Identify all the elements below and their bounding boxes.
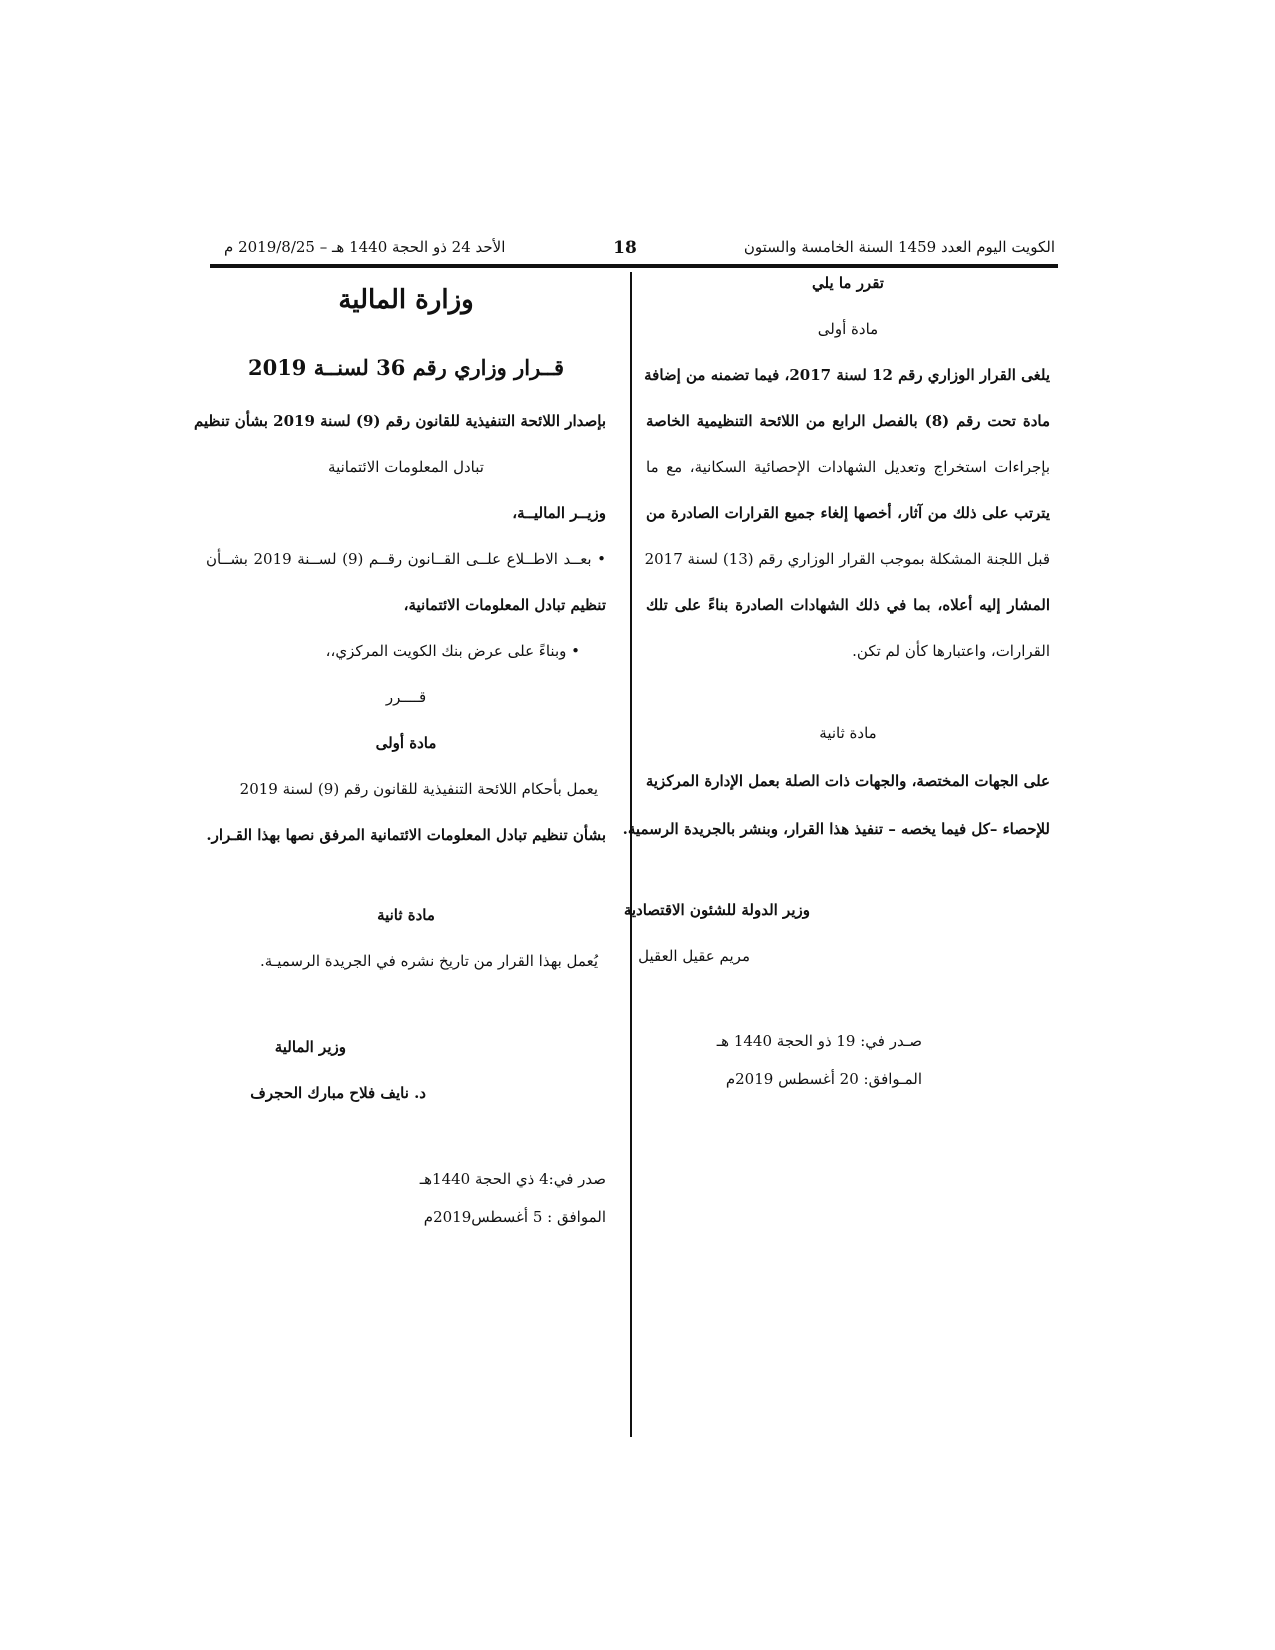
recital-line: • وبناءً على عرض بنك الكويت المركزي،، bbox=[325, 642, 580, 660]
decree-title: قــرار وزاري رقم 36 لسنــة 2019 bbox=[247, 355, 565, 380]
recital-line: تنظيم تبادل المعلومات الائتمانية، bbox=[403, 596, 606, 614]
article-text-line: بإجراءات استخراج وتعديل الشهادات الإحصائية السكانية، مع ما bbox=[646, 458, 1050, 476]
signatory-title: وزير المالية bbox=[274, 1038, 346, 1056]
article-text-line: للإحصاء –كل فيما يخصه – تنفيذ هذا القرار، وبنشر بالجريدة الرسمية. bbox=[622, 820, 1050, 838]
article-title: مادة ثانية bbox=[377, 906, 435, 924]
article-text-line: قبل اللجنة المشكلة بموجب القرار الوزاري رقم (13) لسنة 2017 bbox=[644, 550, 1050, 568]
article-text-line: بشأن تنظيم تبادل المعلومات الائتمانية المرفق نصها بهذا القـرار. bbox=[206, 826, 606, 844]
recital-line: • بعــد الاطــلاع علــى القــانون رقــم (9) لســنة 2019 بشــأن bbox=[206, 550, 607, 568]
page-number: 18 bbox=[613, 238, 637, 258]
ministry-title: وزارة المالية bbox=[338, 285, 474, 315]
decree-subject: بإصدار اللائحة التنفيذية للقانون رقم (9) لسنة 2019 بشأن تنظيم bbox=[194, 412, 606, 430]
signatory-title: وزير الدولة للشئون الاقتصادية bbox=[623, 901, 810, 919]
article-text-line: يترتب على ذلك من آثار، أخصها إلغاء جميع القرارات الصادرة من bbox=[646, 504, 1050, 522]
header-date: الأحد 24 ذو الحجة 1440 هـ – 2019/8/25 م bbox=[224, 238, 506, 256]
header-rule bbox=[210, 264, 1058, 268]
article-text-line: القرارات، واعتبارها كأن لم تكن. bbox=[852, 642, 1050, 660]
article-text-line: المشار إليه أعلاه، بما في ذلك الشهادات الصادرة بناءً على تلك bbox=[646, 596, 1050, 614]
issue-date: صـدر في: 19 ذو الحجة 1440 هـ bbox=[716, 1032, 922, 1050]
article-text-line: يعمل بأحكام اللائحة التنفيذية للقانون رقم (9) لسنة 2019 bbox=[239, 780, 598, 798]
issue-date: صدر في:4 ذي الحجة 1440هـ bbox=[419, 1170, 606, 1188]
article-text-line: يلغى القرار الوزاري رقم 12 لسنة 2017، فيما تضمنه من إضافة bbox=[644, 366, 1050, 384]
decree-subject: تبادل المعلومات الائتمانية bbox=[328, 458, 484, 476]
column-divider bbox=[630, 272, 632, 1437]
article-text-line: مادة تحت رقم (8) بالفصل الرابع من اللائحة التنظيمية الخاصة bbox=[646, 412, 1050, 430]
article-title: مادة أولى bbox=[375, 734, 437, 752]
header-issue-info: الكويت اليوم العدد 1459 السنة الخامسة والستون bbox=[743, 238, 1055, 256]
decided-heading: قــــرر bbox=[385, 688, 427, 706]
article-title: مادة ثانية bbox=[819, 724, 877, 742]
article-title: مادة أولى bbox=[817, 320, 879, 338]
signatory-name: د. نايف فلاح مبارك الحجرف bbox=[250, 1084, 426, 1102]
article-text-line: على الجهات المختصة، والجهات ذات الصلة بعمل الإدارة المركزية bbox=[645, 772, 1050, 790]
corresponding-date: المـوافق: 20 أغسطس 2019م bbox=[725, 1070, 922, 1088]
corresponding-date: الموافق : 5 أغسطس2019م bbox=[423, 1208, 606, 1226]
article-text-line: يُعمل بهذا القرار من تاريخ نشره في الجريدة الرسميـة. bbox=[260, 952, 598, 970]
signatory-name: مريم عقيل العقيل bbox=[638, 947, 750, 965]
decision-intro: تقرر ما يلي bbox=[812, 274, 884, 292]
minister-heading: وزيــر الماليــة، bbox=[512, 504, 606, 522]
